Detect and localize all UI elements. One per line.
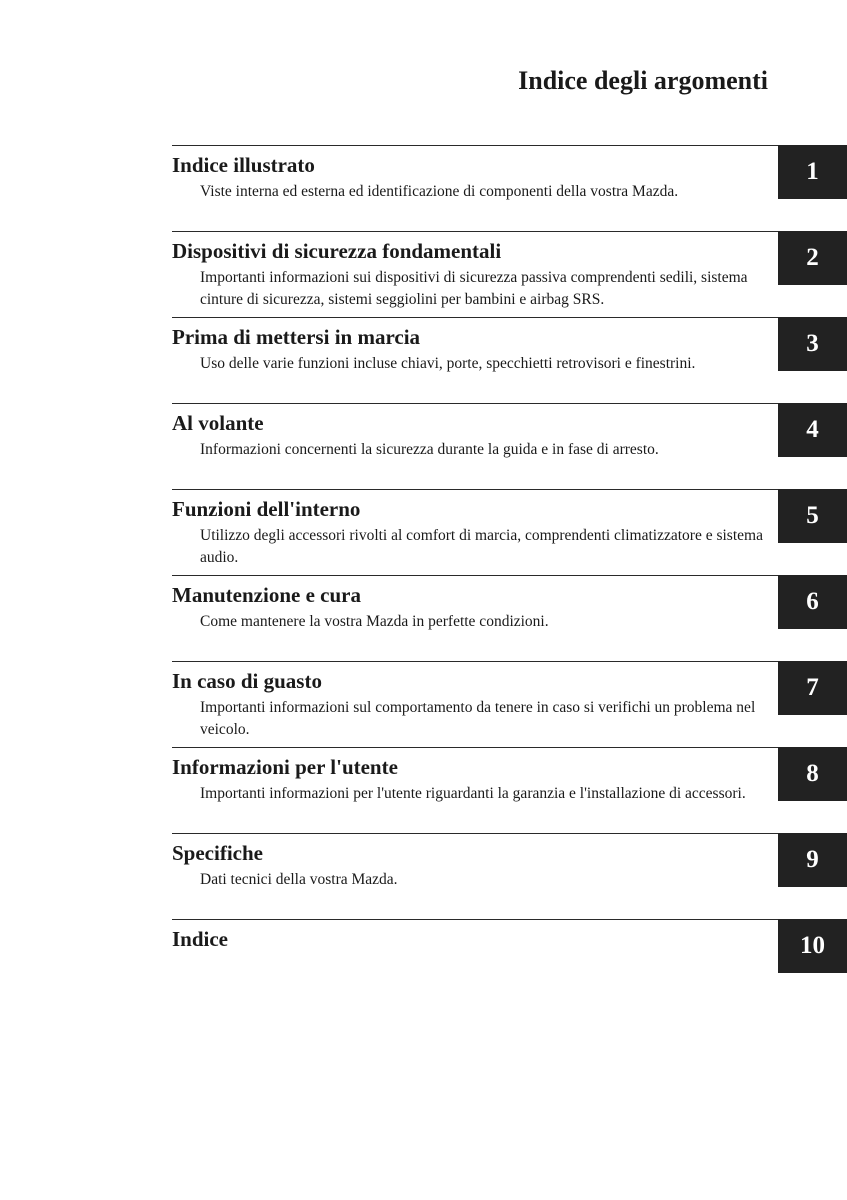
section-divider (172, 317, 778, 318)
section-title[interactable]: Indice (172, 927, 229, 951)
chapter-tab-10[interactable]: 10 (778, 919, 847, 973)
chapter-tab-8[interactable]: 8 (778, 747, 847, 801)
section-divider (172, 145, 778, 146)
toc-section-8[interactable] (172, 747, 847, 833)
section-description: Uso delle varie funzioni incluse chiavi, porte, specchietti retrovisori e finestrini. (200, 355, 696, 372)
chapter-tab-3[interactable]: 3 (778, 317, 847, 371)
section-title[interactable]: In caso di guasto (172, 669, 322, 693)
chapter-tab-2[interactable]: 2 (778, 231, 847, 285)
chapter-tab-6[interactable]: 6 (778, 575, 847, 629)
toc-section-1[interactable] (172, 145, 847, 231)
section-divider (172, 231, 778, 232)
section-title[interactable]: Prima di mettersi in marcia (172, 325, 421, 349)
section-description: Importanti informazioni sui dispositivi di sicurezza passiva comprendenti sedili, sistema cinture di sicurezza, sistemi seggiolini per bambini e airbag SRS. (200, 269, 748, 308)
section-title[interactable]: Funzioni dell'interno (172, 497, 361, 521)
toc-section-6[interactable] (172, 575, 847, 661)
section-description: Importanti informazioni per l'utente riguardanti la garanzia e l'installazione di accessori. (200, 785, 746, 802)
section-description: Come mantenere la vostra Mazda in perfette condizioni. (200, 613, 549, 630)
section-description: Informazioni concernenti la sicurezza durante la guida e in fase di arresto. (200, 441, 659, 458)
section-divider (172, 919, 778, 920)
toc-section-2[interactable] (172, 231, 847, 317)
section-divider (172, 747, 778, 748)
section-divider (172, 833, 778, 834)
toc-section-10[interactable] (172, 919, 847, 1005)
section-title[interactable]: Al volante (172, 411, 264, 435)
section-description: Viste interna ed esterna ed identificazione di componenti della vostra Mazda. (200, 183, 679, 200)
chapter-tab-5[interactable]: 5 (778, 489, 847, 543)
chapter-tab-1[interactable]: 1 (778, 145, 847, 199)
toc-section-4[interactable] (172, 403, 847, 489)
section-title[interactable]: Dispositivi di sicurezza fondamentali (172, 239, 502, 263)
section-divider (172, 489, 778, 490)
chapter-tab-7[interactable]: 7 (778, 661, 847, 715)
table-of-contents (172, 145, 847, 1005)
chapter-tab-4[interactable]: 4 (778, 403, 847, 457)
toc-section-5[interactable] (172, 489, 847, 575)
section-divider (172, 403, 778, 404)
toc-section-7[interactable] (172, 661, 847, 747)
section-divider (172, 661, 778, 662)
toc-section-9[interactable] (172, 833, 847, 919)
section-title[interactable]: Informazioni per l'utente (172, 755, 398, 779)
section-divider (172, 575, 778, 576)
section-title[interactable]: Manutenzione e cura (172, 583, 361, 607)
section-description: Utilizzo degli accessori rivolti al comfort di marcia, comprendenti climatizzatore e sistema audio. (200, 527, 763, 566)
page-title: Indice degli argomenti (518, 66, 768, 95)
section-title[interactable]: Indice illustrato (172, 153, 315, 177)
section-description: Dati tecnici della vostra Mazda. (200, 871, 398, 888)
toc-section-3[interactable] (172, 317, 847, 403)
section-title[interactable]: Specifiche (172, 841, 263, 865)
section-description: Importanti informazioni sul comportamento da tenere in caso si verifichi un problema nel veicolo. (200, 699, 756, 738)
chapter-tab-9[interactable]: 9 (778, 833, 847, 887)
